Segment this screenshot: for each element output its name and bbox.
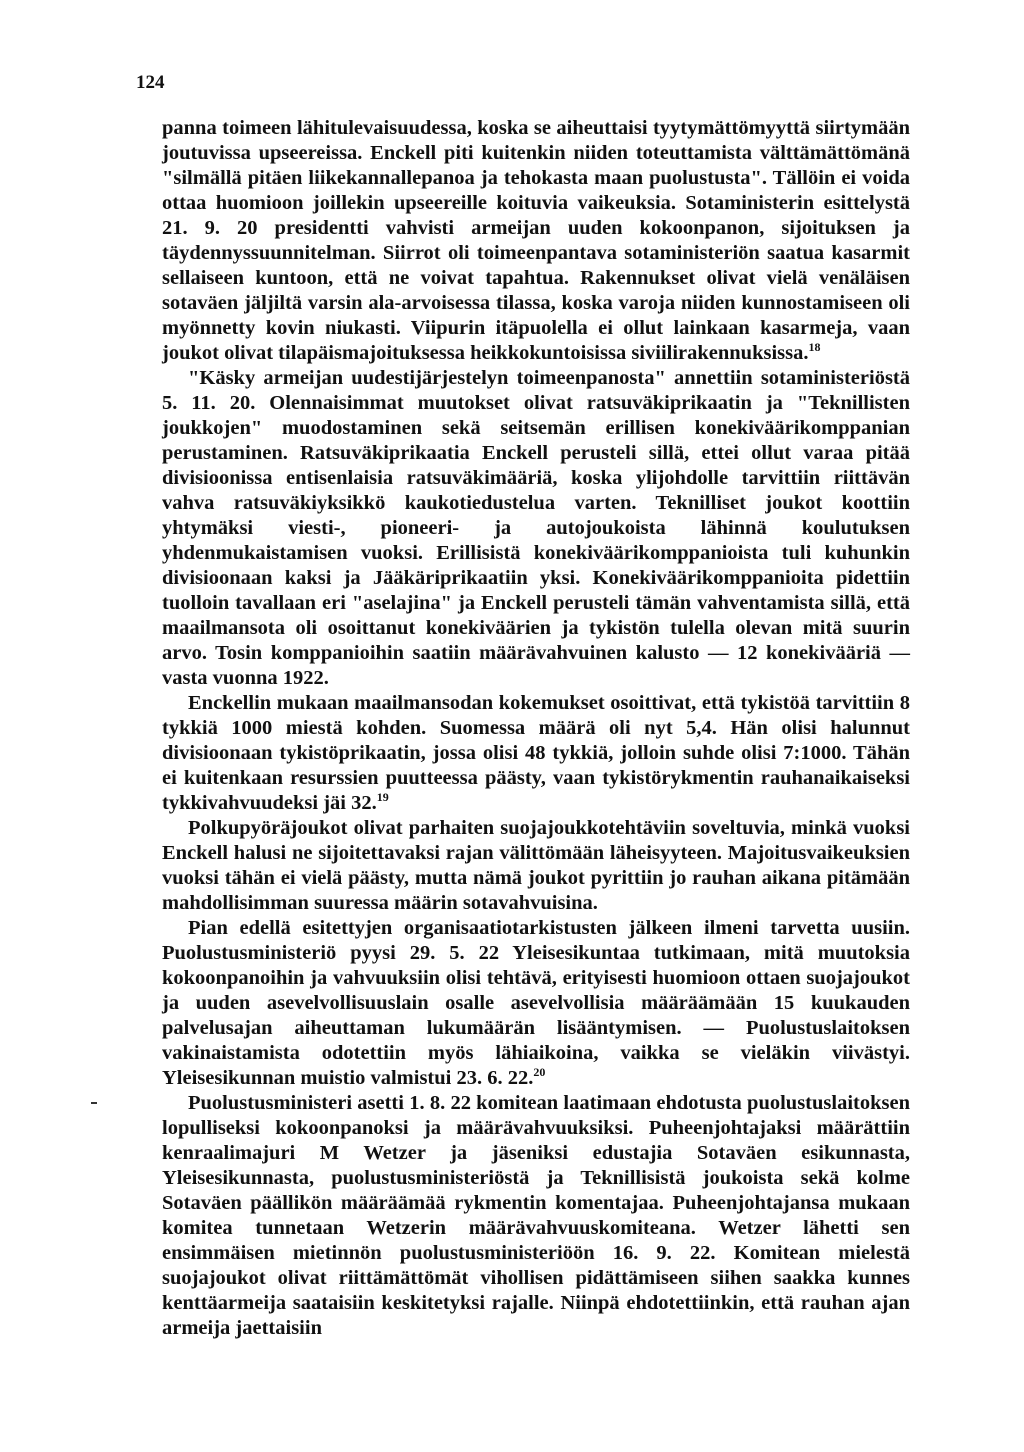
paragraph-1-text: panna toimeen lähitulevaisuudessa, koska se aiheuttaisi tyytymättömyyttä siirtymään joutuvissa upseereissa. Enckell piti kuitenkin niiden toteuttamista välttämättömänä "silmällä pitäen liikekannallepanoa ja tehokasta maan puolustusta". Tällöin ei voida ottaa huomioon joillekin upseereille koituvia vaikeuksia. Sotaministerin esittelystä 21. 9. 20 presidentti vahvisti armeijan uuden kokoonpanon, sijoituksen ja täydennyssuunnitelman. Siirrot oli toimeenpantava sotaministeriön saatua kasarmit sellaiseen kuntoon, että ne voivat tapahtua. Rakennukset olivat vielä venäläisen sotaväen jäljiltä varsin ala-arvoisessa tilassa, koska varoja niiden kunnostamiseen oli myönnetty kovin niukasti. Viipurin itäpuolella ei ollut lainkaan kasarmeja, vaan joukot olivat tilapäismajoituksessa heikkokuntoisissa siviilirakennuksissa. (162, 117, 910, 364)
paragraph-5 (162, 916, 910, 1091)
body-text (162, 116, 910, 1341)
footnote-ref-20: 20 (533, 1065, 546, 1080)
paragraph-5-text: Pian edellä esitettyjen organisaatiotarkistusten jälkeen ilmeni tarvetta uusiin. Puolustusministeriö pyysi 29. 5. 22 Yleisesikuntaa tutkimaan, mitä muutoksia kokoonpanoihin ja vahvuuksiin olisi tehtävä, erityisesti huomioon ottaen suojajoukot ja uuden asevelvollisuuslain osalle asevelvollisia määräämään 15 kuukauden palvelusajan aiheuttaman lukumäärän lisääntymisen. — Puolustuslaitoksen vakinaistamista odotettiin myös lähiaikoina, vaikka se vieläkin viivästyi. Yleisesikunnan muistio valmistui 23. 6. 22. (162, 917, 910, 1089)
page-number: 124 (136, 72, 165, 93)
paragraph-4-text: Polkupyöräjoukot olivat parhaiten suojajoukkotehtäviin soveltuvia, minkä vuoksi Enckell halusi ne sijoitettavaksi rajan välittömään läheisyyteen. Majoitusvaikeuksien vuoksi tähän ei vielä päästy, mutta nämä joukot pyrittiin jo rauhan aikana pitämään mahdollisimman suuressa määrin sotavahvuisina. (162, 817, 910, 914)
footnote-ref-19: 19 (376, 790, 389, 805)
paragraph-1 (162, 116, 910, 366)
paragraph-3 (162, 691, 910, 816)
paragraph-4 (162, 816, 910, 916)
margin-mark (91, 1102, 97, 1104)
paragraph-6-text: Puolustusministeri asetti 1. 8. 22 komitean laatimaan ehdotusta puolustuslaitoksen lopulliseksi kokoonpanoksi ja määrävahvuuksiksi. Puheenjohtajaksi määrättiin kenraalimajuri M Wetzer ja jäseniksi edustajia Sotaväen esikunnasta, Yleisesikunnasta, puolustusministeriöstä ja Teknillisistä joukoista sekä kolme Sotaväen päällikön määräämää rykmentin komentajaa. Puheenjohtajansa mukaan komitea tunnetaan Wetzerin määrävahvuuskomiteana. Wetzer lähetti sen ensimmäisen mietinnön puolustusministeriöön 16. 9. 22. Komitean mielestä suojajoukot olivat riittämättömät vihollisen pidättämiseen siihen saakka kunnes kenttäarmeija saataisiin keskitetyksi rajalle. Niinpä ehdotettiinkin, että rauhan ajan armeija jaettaisiin (162, 1092, 910, 1339)
paragraph-3-text: Enckellin mukaan maailmansodan kokemukset osoittivat, että tykistöä tarvittiin 8 tykkiä 1000 miestä kohden. Suomessa määrä oli nyt 5,4. Hän olisi halunnut divisioonaan tykistöprikaatin, jossa olisi 48 tykkiä, jolloin suhde olisi 7:1000. Tähän ei kuitenkaan resurssien puutteessa päästy, vaan tykistörykmentin rauhanaikaiseksi tykkivahvuudeksi jäi 32. (162, 692, 910, 814)
paragraph-2 (162, 366, 910, 691)
footnote-ref-18: 18 (808, 340, 821, 355)
paragraph-2-text: "Käsky armeijan uudestijärjestelyn toimeenpanosta" annettiin sotaministeriöstä 5. 11. 20. Olennaisimmat muutokset olivat ratsuväkiprikaatin ja "Teknillisten joukkojen" muodostaminen sekä seitsemän erillisen konekiväärikomppanian perustaminen. Ratsuväkiprikaatia Enckell perusteli sillä, ettei ollut varaa pitää divisioonissa entisenlaisia ratsuväkimääriä, koska ylijohdolle tarvittiin riittävän vahva ratsuväkiyksikkö kaukotiedustelua varten. Teknilliset joukot koottiin yhtymäksi viesti-, pioneeri- ja autojoukoista lähinnä koulutuksen yhdenmukaistamisen vuoksi. Erillisistä konekiväärikomppanioista tuli kuhunkin divisioonaan kaksi ja Jääkäriprikaatiin yksi. Konekiväärikomppanioita pidettiin tuolloin tavallaan eri "aselajina" ja Enckell perusteli tämän vahventamista sillä, että maailmansota oli osoittanut konekiväärien ja tykistön tulella olevan mitä suurin arvo. Tosin komppanioihin saatiin määrävahvuinen kalusto — 12 konekivääriä — vasta vuonna 1922. (162, 367, 910, 689)
paragraph-6 (162, 1091, 910, 1341)
